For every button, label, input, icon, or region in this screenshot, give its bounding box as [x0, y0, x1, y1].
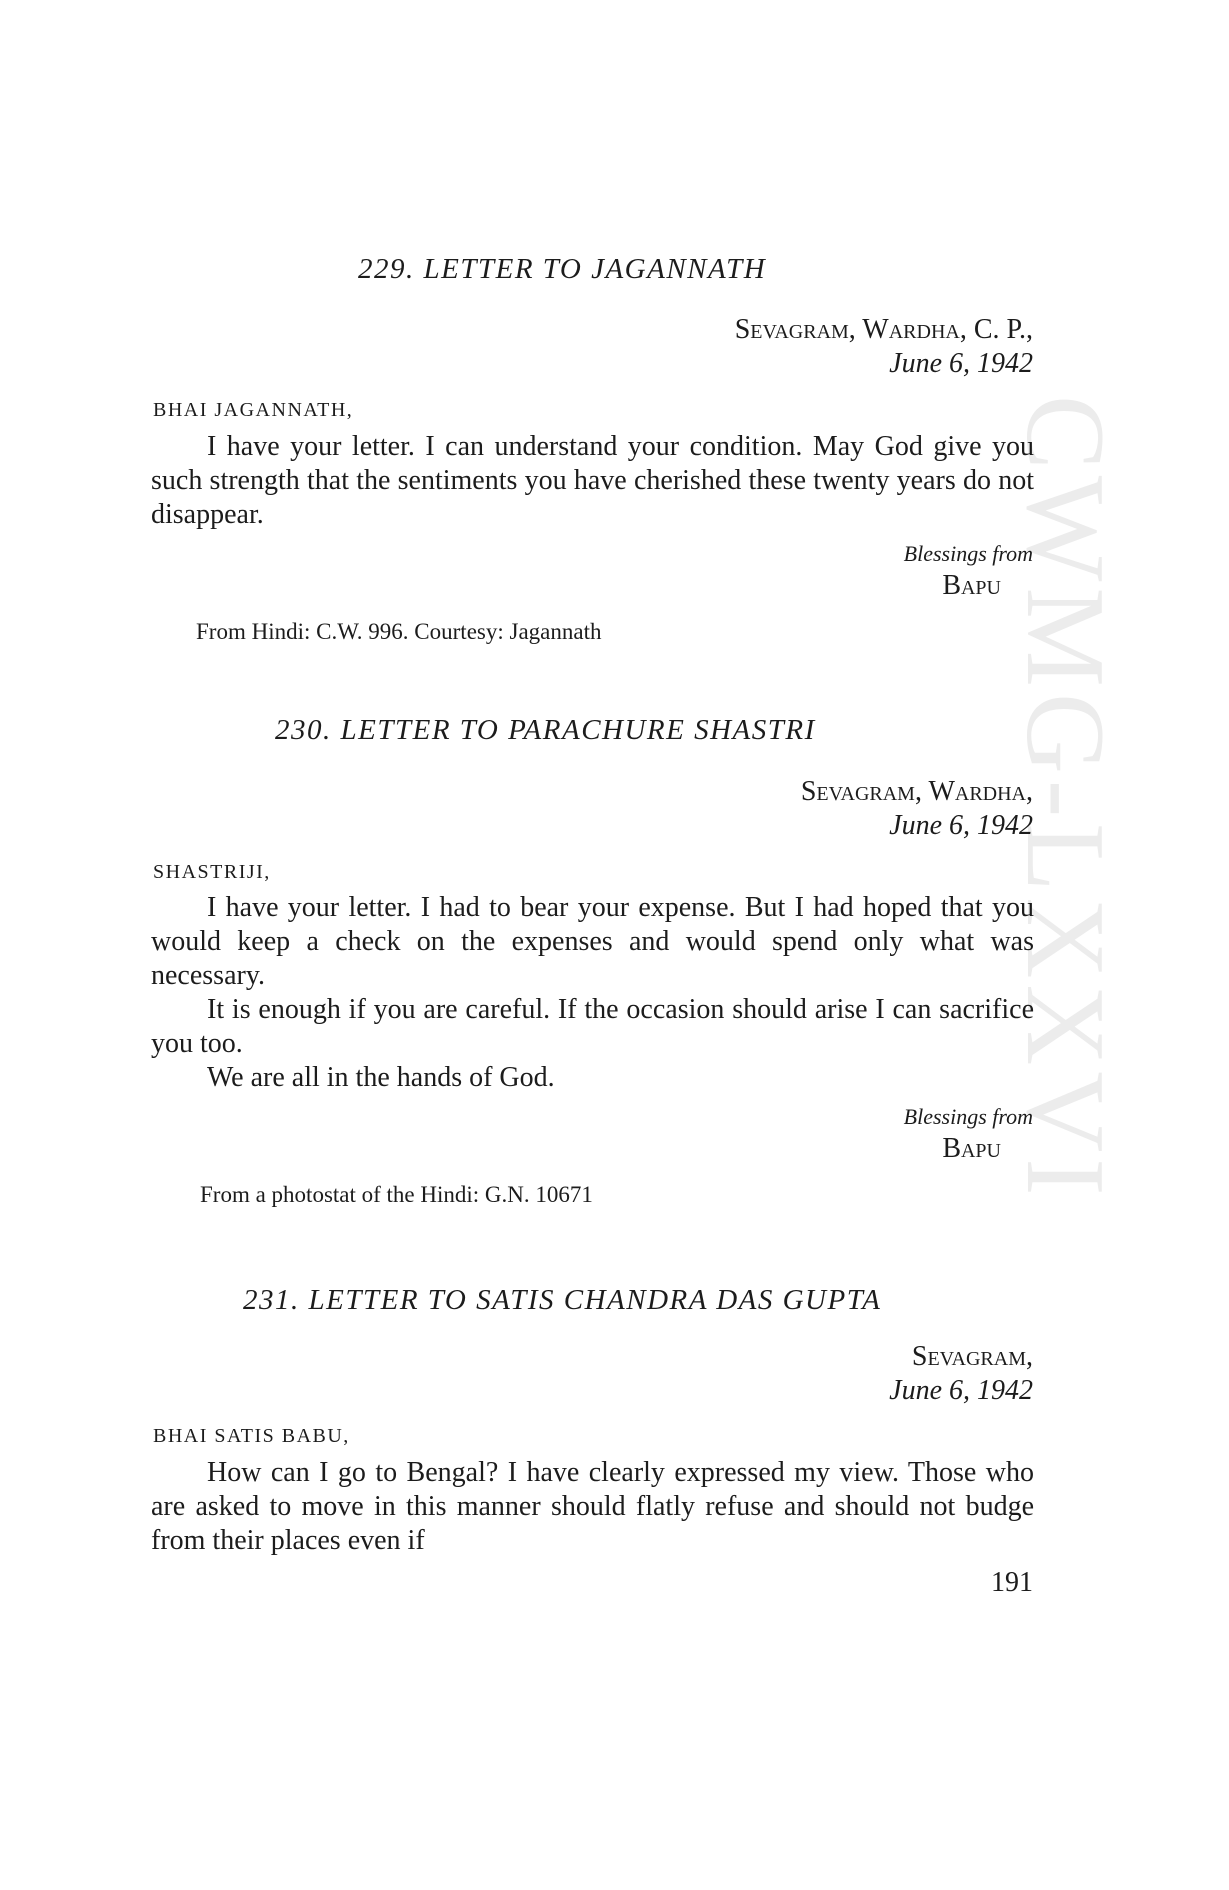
letter-paragraph: How can I go to Bengal? I have clearly expressed my view. Those who are asked to move in this manner should flatly refuse and should not budge from their places even if: [151, 1457, 1034, 1556]
letter-title: 231. LETTER TO SATIS CHANDRA DAS GUPTA: [243, 1284, 882, 1316]
letter-place: Sevagram, Wardha, C. P.,: [734, 314, 1033, 345]
watermark: CWMG-LXXVI: [1003, 395, 1127, 1202]
letter-signature: Bapu: [942, 570, 1001, 601]
page-number: 191: [991, 1567, 1033, 1598]
letter-salutation: BHAI SATIS BABU,: [153, 1425, 350, 1447]
letter-paragraph: It is enough if you are careful. If the occasion should arise I can sacrifice you too.: [151, 994, 1034, 1059]
letter-salutation: BHAI JAGANNATH,: [153, 399, 354, 421]
letter-closing: Blessings from: [903, 1104, 1033, 1129]
letter-place: Sevagram,: [911, 1341, 1033, 1372]
letter-date: June 6, 1942: [889, 810, 1033, 841]
letter-title: 230. LETTER TO PARACHURE SHASTRI: [275, 714, 816, 746]
letter-closing: Blessings from: [903, 541, 1033, 566]
letter-salutation: SHASTRIJI,: [153, 861, 271, 883]
letter-date: June 6, 1942: [889, 1375, 1033, 1406]
letter-source: From Hindi: C.W. 996. Courtesy: Jagannath: [196, 619, 602, 644]
letter-place: Sevagram, Wardha,: [800, 776, 1033, 807]
letter-paragraph: We are all in the hands of God.: [207, 1062, 555, 1093]
letter-signature: Bapu: [942, 1133, 1001, 1164]
letter-source: From a photostat of the Hindi: G.N. 10671: [200, 1182, 593, 1207]
letter-title: 229. LETTER TO JAGANNATH: [358, 253, 767, 285]
letter-date: June 6, 1942: [889, 348, 1033, 379]
letter-paragraph: I have your letter. I had to bear your expense. But I had hoped that you would keep a check on the expenses and would spend only what was necessary.: [151, 892, 1034, 991]
letter-paragraph: I have your letter. I can understand your condition. May God give you such strength that the sentiments you have cherished these twenty years do not disappear.: [151, 431, 1034, 530]
